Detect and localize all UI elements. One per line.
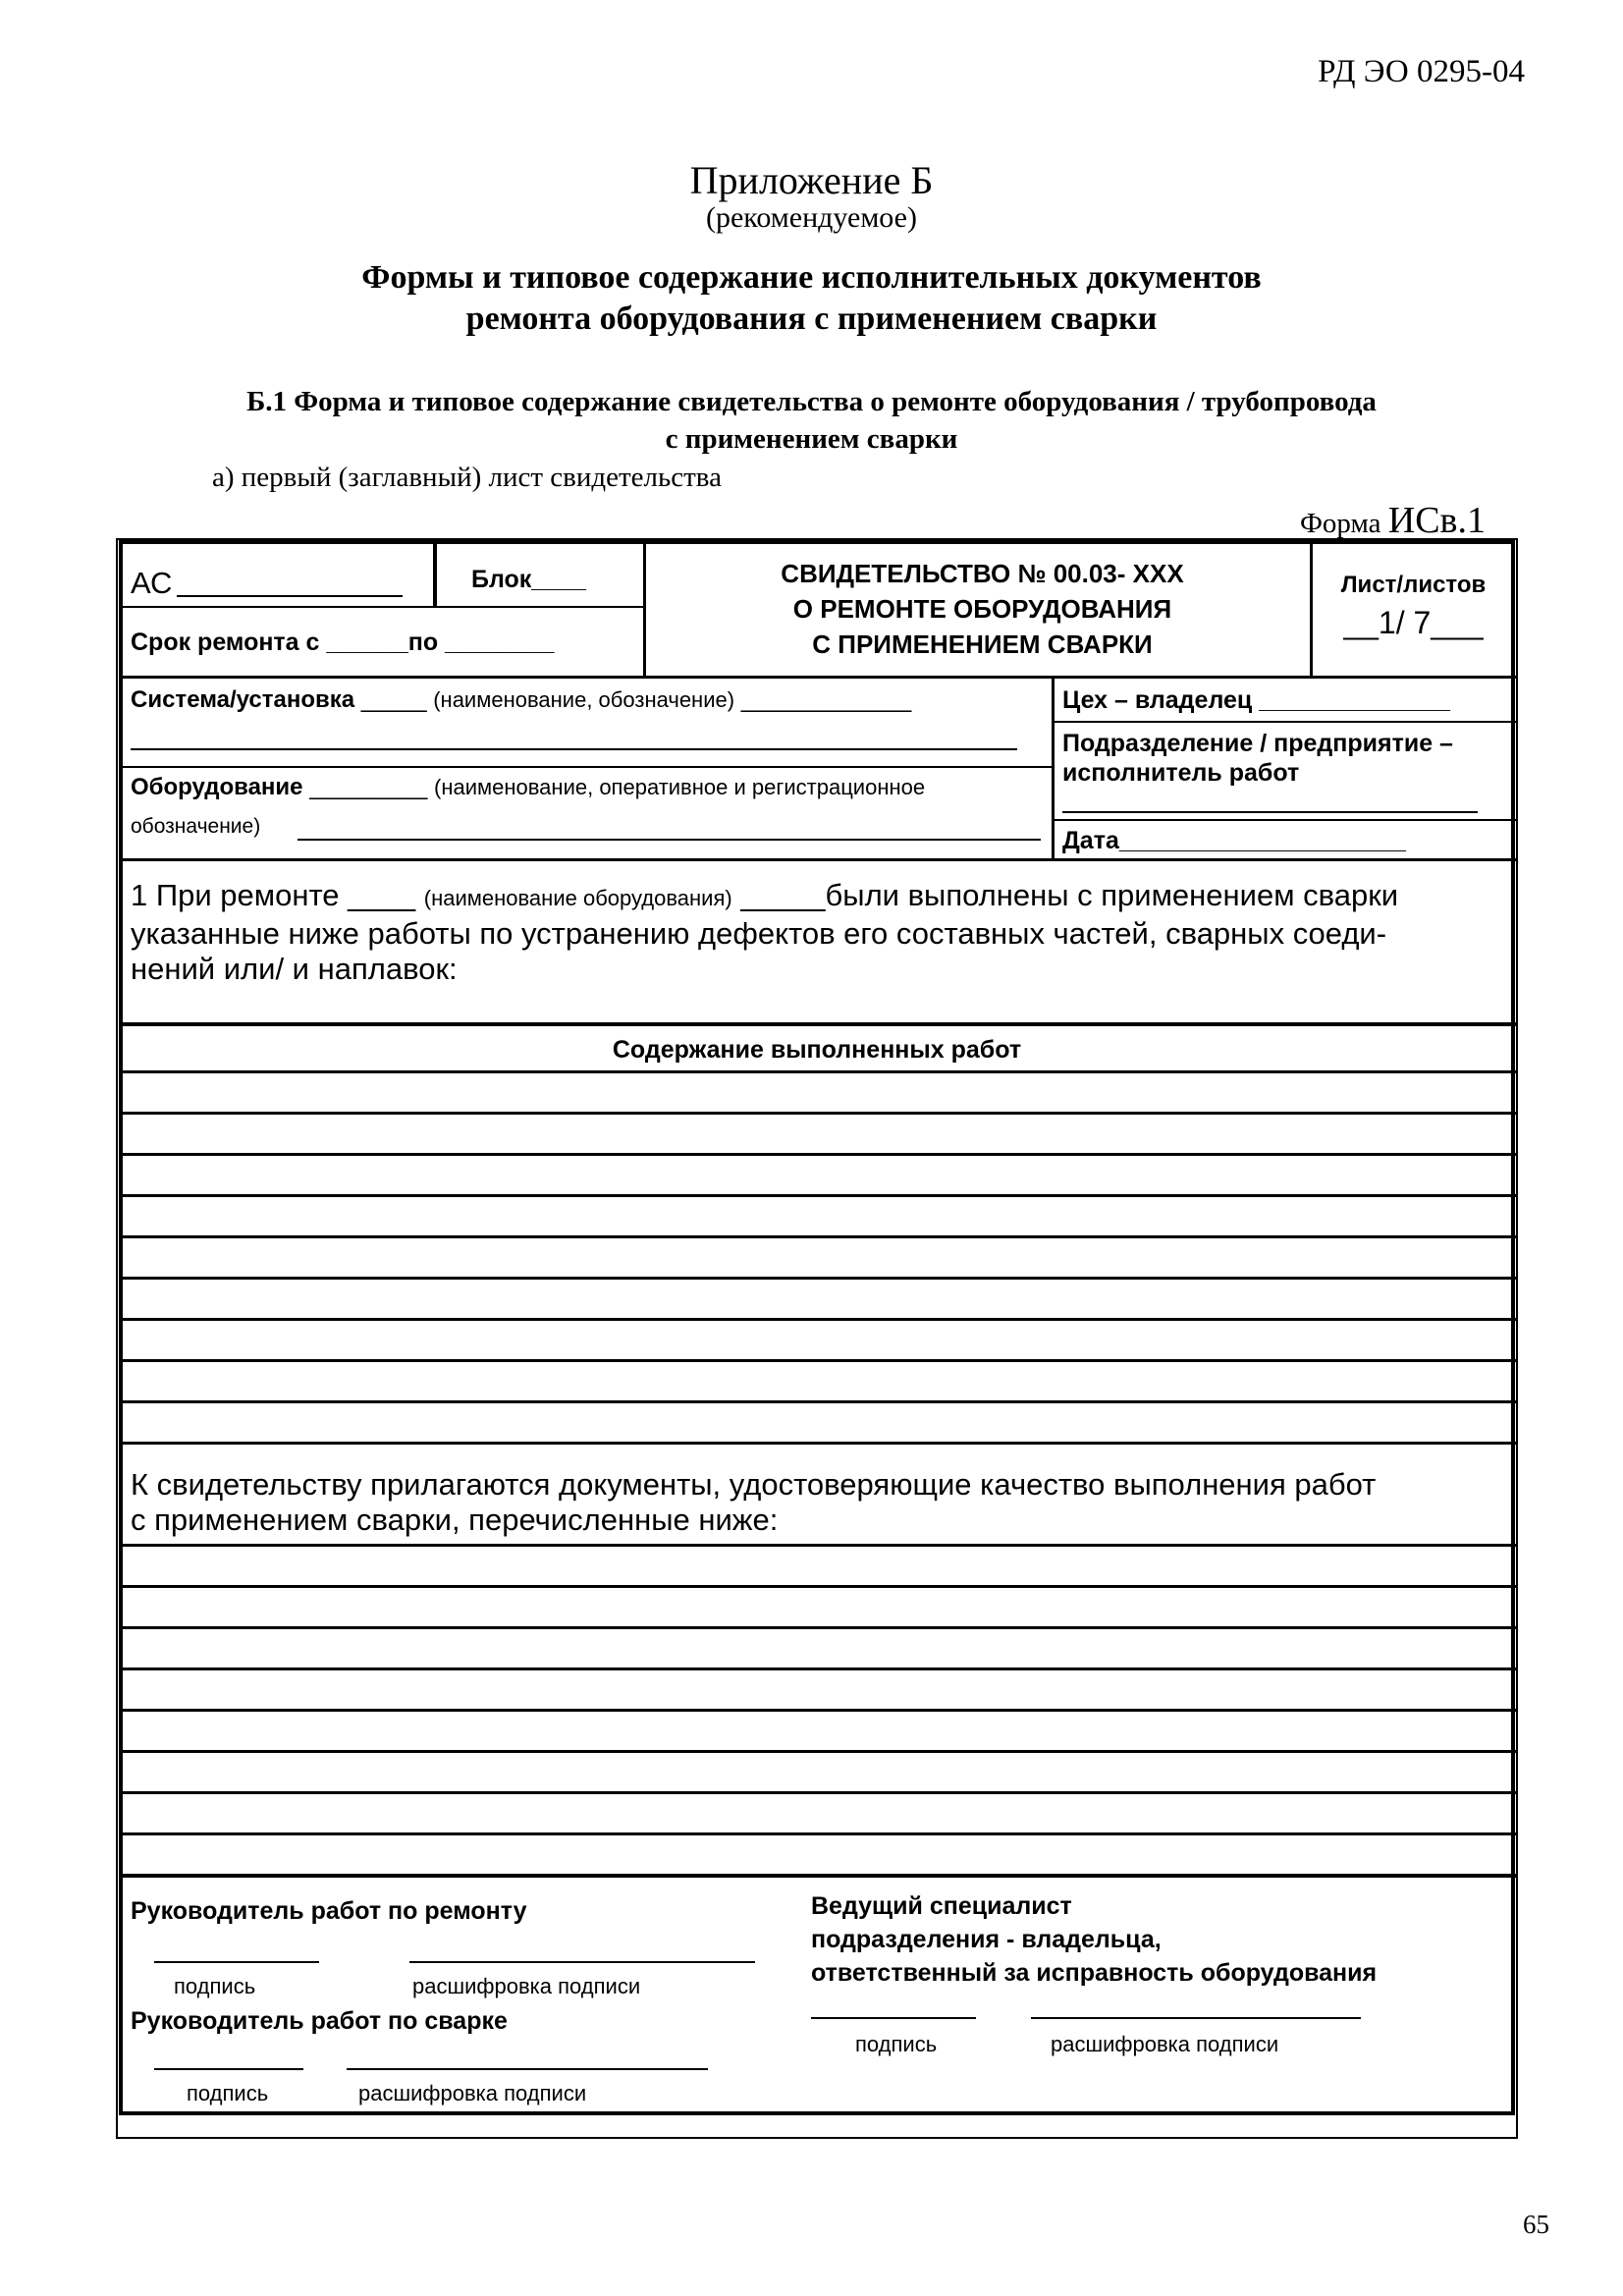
works-row-line bbox=[123, 1400, 1517, 1403]
form-prefix: Форма bbox=[1300, 508, 1388, 539]
welding-head-signature-caption: подпись bbox=[187, 2081, 269, 2105]
divider bbox=[123, 858, 1517, 861]
form-code-label bbox=[1300, 499, 1486, 542]
attachment-row-line bbox=[123, 1585, 1517, 1588]
document-code: РД ЭО 0295-04 bbox=[1318, 54, 1525, 89]
appendix-title: Приложение Б bbox=[689, 158, 934, 202]
specialist-decode-field[interactable] bbox=[1031, 2017, 1361, 2019]
as-label: АС bbox=[131, 566, 173, 600]
divider bbox=[123, 766, 1052, 768]
section-title-line-1: Б.1 Форма и типовое содержание свидетельства о ремонте оборудования / трубопровода bbox=[246, 386, 1377, 417]
certificate-form bbox=[116, 538, 1518, 2139]
repair-head-decode-field[interactable] bbox=[409, 1961, 755, 1963]
repair-head-signature-caption: подпись bbox=[174, 1974, 256, 1998]
subsection-title: а) первый (заглавный) лист свидетельства bbox=[212, 462, 722, 493]
specialist-line-1: Ведущий специалист bbox=[811, 1892, 1072, 1920]
repair-description-line-3: нений или/ и наплавок: bbox=[131, 952, 458, 986]
attachment-row-line bbox=[123, 1544, 1517, 1547]
repair-description-line-1: 1 При ремонте ____ (наименование оборудования) _____были выполнены с применением сварки bbox=[131, 878, 1399, 912]
specialist-label bbox=[811, 1889, 1377, 1990]
works-table-header: Содержание выполненных работ bbox=[612, 1036, 1022, 1064]
equipment-row bbox=[131, 774, 925, 801]
workshop-owner: Цех – владелец ______________ bbox=[1062, 686, 1450, 714]
system-hint: (наименование, обозначение) bbox=[433, 687, 735, 712]
contractor bbox=[1062, 729, 1453, 788]
contractor-line-1: Подразделение / предприятие – bbox=[1062, 730, 1453, 757]
certificate-form-frame bbox=[119, 540, 1515, 2115]
system-row bbox=[131, 686, 911, 714]
divider bbox=[123, 1070, 1517, 1073]
repair-head-label: Руководитель работ по ремонту bbox=[131, 1897, 527, 1925]
divider bbox=[1055, 819, 1517, 821]
attachments-line-2: с применением сварки, перечисленные ниже: bbox=[131, 1503, 779, 1537]
repair-head-decode-caption: расшифровка подписи bbox=[412, 1974, 641, 1998]
attachment-row-line bbox=[123, 1791, 1517, 1794]
as-field[interactable] bbox=[177, 595, 403, 597]
section-title bbox=[0, 383, 1623, 458]
system-field[interactable] bbox=[131, 748, 1017, 750]
works-row-line bbox=[123, 1112, 1517, 1115]
attachment-row-line bbox=[123, 1667, 1517, 1670]
attachment-row-line bbox=[123, 1750, 1517, 1753]
equipment-blank[interactable]: _________ bbox=[302, 774, 434, 800]
specialist-line-3: ответственный за исправность оборудования bbox=[811, 1959, 1378, 1987]
certificate-title-line-2: О РЕМОНТЕ ОБОРУДОВАНИЯ bbox=[792, 594, 1172, 624]
welding-head-label: Руководитель работ по сварке bbox=[131, 2007, 508, 2035]
attachments-description bbox=[131, 1467, 1509, 1538]
attachment-row-line bbox=[123, 1832, 1517, 1835]
specialist-signature-field[interactable] bbox=[811, 2017, 976, 2019]
sheet-value: __1/ 7___ bbox=[1343, 605, 1484, 640]
contractor-line-2: исполнитель работ bbox=[1062, 759, 1300, 787]
works-row-line bbox=[123, 1235, 1517, 1238]
date-label: Дата_____________________ bbox=[1062, 827, 1406, 854]
main-title-line-1: Формы и типовое содержание исполнительных документов bbox=[361, 259, 1262, 296]
divider bbox=[123, 606, 643, 608]
equipment-label: Оборудование bbox=[131, 774, 303, 800]
system-tail[interactable]: _____________ bbox=[734, 686, 912, 713]
appendix-subtitle: (рекомендуемое) bbox=[706, 201, 917, 234]
works-row-line bbox=[123, 1318, 1517, 1321]
certificate-title bbox=[646, 556, 1319, 662]
page-number: 65 bbox=[1523, 2210, 1549, 2239]
main-title bbox=[0, 257, 1623, 340]
divider bbox=[123, 1874, 1517, 1878]
attachment-row-line bbox=[123, 1626, 1517, 1629]
divider bbox=[123, 1022, 1517, 1026]
certificate-title-line-3: С ПРИМЕНЕНИЕМ СВАРКИ bbox=[812, 629, 1153, 659]
works-row-line bbox=[123, 1153, 1517, 1156]
repair-description bbox=[131, 878, 1509, 987]
specialist-line-2: подразделения - владельца, bbox=[811, 1926, 1162, 1953]
specialist-signature-caption: подпись bbox=[855, 2032, 938, 2056]
section-title-line-2: с применением сварки bbox=[665, 423, 958, 455]
divider bbox=[1052, 676, 1055, 858]
attachment-row-line bbox=[123, 1709, 1517, 1712]
works-row-line bbox=[123, 1359, 1517, 1362]
attachments-line-1: К свидетельству прилагаются документы, удостоверяющие качество выполнения работ bbox=[131, 1467, 1377, 1502]
system-label: Система/установка bbox=[131, 686, 355, 713]
block-label: Блок____ bbox=[471, 566, 586, 593]
divider bbox=[1055, 721, 1517, 723]
welding-head-decode-caption: расшифровка подписи bbox=[358, 2081, 587, 2105]
divider bbox=[433, 544, 437, 607]
equipment-hint-2: обозначение) bbox=[131, 815, 261, 838]
equipment-field[interactable] bbox=[298, 839, 1041, 841]
works-row-line bbox=[123, 1442, 1517, 1445]
contractor-field[interactable] bbox=[1062, 811, 1478, 813]
system-blank[interactable]: _____ bbox=[354, 686, 434, 713]
works-row-line bbox=[123, 1277, 1517, 1280]
welding-head-signature-field[interactable] bbox=[154, 2068, 303, 2070]
main-title-line-2: ремонта оборудования с применением сварки bbox=[465, 301, 1158, 337]
repair-term: Срок ремонта с ______по ________ bbox=[131, 629, 555, 656]
repair-description-line-2: указанные ниже работы по устранению дефектов его составных частей, сварных соеди- bbox=[131, 916, 1387, 951]
repair-head-signature-field[interactable] bbox=[154, 1961, 319, 1963]
equipment-hint: (наименование, оперативное и регистрационное bbox=[434, 775, 926, 799]
divider bbox=[123, 676, 1517, 679]
certificate-title-line-1: СВИДЕТЕЛЬСТВО № 00.03- ХХХ bbox=[781, 559, 1184, 588]
welding-head-decode-field[interactable] bbox=[347, 2068, 708, 2070]
form-code: ИСв.1 bbox=[1387, 500, 1486, 541]
sheet-label: Лист/листов bbox=[1340, 572, 1487, 598]
works-row-line bbox=[123, 1194, 1517, 1197]
specialist-decode-caption: расшифровка подписи bbox=[1051, 2032, 1279, 2056]
